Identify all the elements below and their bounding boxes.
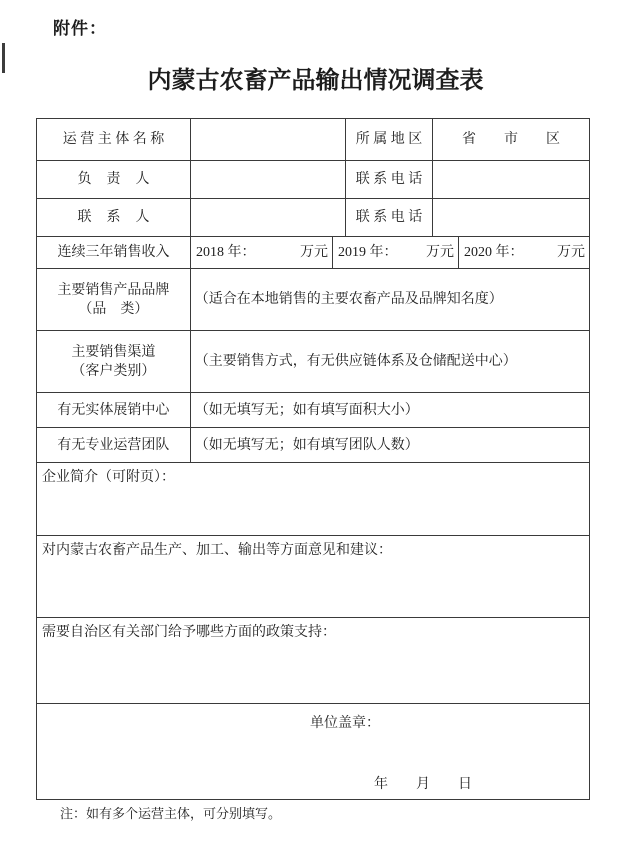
manager-value-cell: [191, 161, 346, 198]
showroom-label-cell: 有无实体展销中心: [37, 393, 191, 427]
contact-phone-label-cell: [346, 199, 433, 236]
table-row-suggestion: [37, 536, 589, 618]
table-row-policy: [37, 618, 589, 704]
team-hint-cell: （如无填写无；如有填写团队人数）: [194, 437, 419, 453]
table-row-profile: [37, 463, 589, 536]
entity-name-label-cell: [37, 119, 191, 160]
revenue-2018-cell: [191, 237, 333, 268]
contact-phone-label: 联系电话: [355, 210, 426, 225]
revenue-label-cell: 连续三年销售收入: [37, 237, 191, 268]
revenue-2018-unit: 万元: [300, 245, 328, 260]
table-row-contact: [37, 199, 589, 237]
revenue-2020-unit: 万元: [557, 245, 585, 260]
table-row-entity: [37, 119, 589, 161]
contact-phone-value-cell: [433, 199, 589, 236]
page-title: 内蒙古农畜产品输出情况调查表: [147, 67, 484, 94]
channel-label-line1: 主要销售渠道: [71, 344, 156, 360]
team-label-cell: 有无专业运营团队: [37, 428, 191, 462]
brand-label-line2: （品 类）: [78, 301, 149, 317]
table-row-brand: [37, 269, 589, 331]
manager-label-cell: [37, 161, 191, 198]
revenue-2020-label: 2020 年：: [464, 245, 524, 260]
table-row-signoff: [37, 704, 589, 799]
revenue-2018-label: 2018 年：: [196, 245, 256, 260]
channel-label-cell: [37, 331, 191, 392]
revenue-2020-cell: [459, 237, 589, 268]
entity-name-label: 运营主体名称: [62, 132, 168, 147]
brand-hint-cell: （适合在本地销售的主要农畜产品及品牌知名度）: [194, 292, 503, 307]
profile-cell: 企业简介（可附页）：: [42, 470, 175, 485]
channel-label-line2: （客户类别）: [71, 363, 156, 379]
table-row-channel: [37, 331, 589, 393]
table-row-showroom: [37, 393, 589, 428]
revenue-2019-cell: [333, 237, 459, 268]
contact-value-cell: [191, 199, 346, 236]
contact-label: 联系人: [77, 210, 165, 225]
unit-seal-label: 单位盖章：: [310, 716, 380, 731]
manager-phone-value-cell: [433, 161, 589, 198]
manager-label: 负责人: [77, 172, 165, 187]
entity-name-value-cell: [191, 119, 346, 160]
contact-label-cell: [37, 199, 191, 236]
showroom-hint-cell: （如无填写无；如有填写面积大小）: [194, 402, 419, 418]
revenue-2019-unit: 万元: [426, 245, 454, 260]
manager-phone-label-cell: [346, 161, 433, 198]
signoff-cell: [37, 704, 589, 799]
attachment-label: 附件：: [53, 19, 107, 38]
channel-hint-cell: （主要销售方式，有无供应链体系及仓储配送中心）: [194, 354, 517, 369]
brand-label-cell: [37, 269, 191, 330]
suggestion-cell: 对内蒙古农畜产品生产、加工、输出等方面意见和建议：: [42, 543, 392, 558]
revenue-2019-label: 2019 年：: [338, 245, 398, 260]
region-value-cell: 省 市 区: [462, 132, 560, 147]
manager-phone-label: 联系电话: [355, 172, 426, 187]
table-row-revenue: [37, 237, 589, 269]
footnote: 注：如有多个运营主体，可分别填写。: [60, 806, 282, 821]
table-row-manager: [37, 161, 589, 199]
policy-cell: 需要自治区有关部门给予哪些方面的政策支持：: [42, 625, 336, 640]
table-row-team: [37, 428, 589, 463]
survey-form-table: [36, 118, 590, 800]
region-label: 所属地区: [355, 132, 426, 147]
region-label-cell: [346, 119, 433, 160]
brand-label-line1: 主要销售产品品牌: [57, 282, 170, 298]
date-label: 年 月 日: [374, 777, 472, 792]
